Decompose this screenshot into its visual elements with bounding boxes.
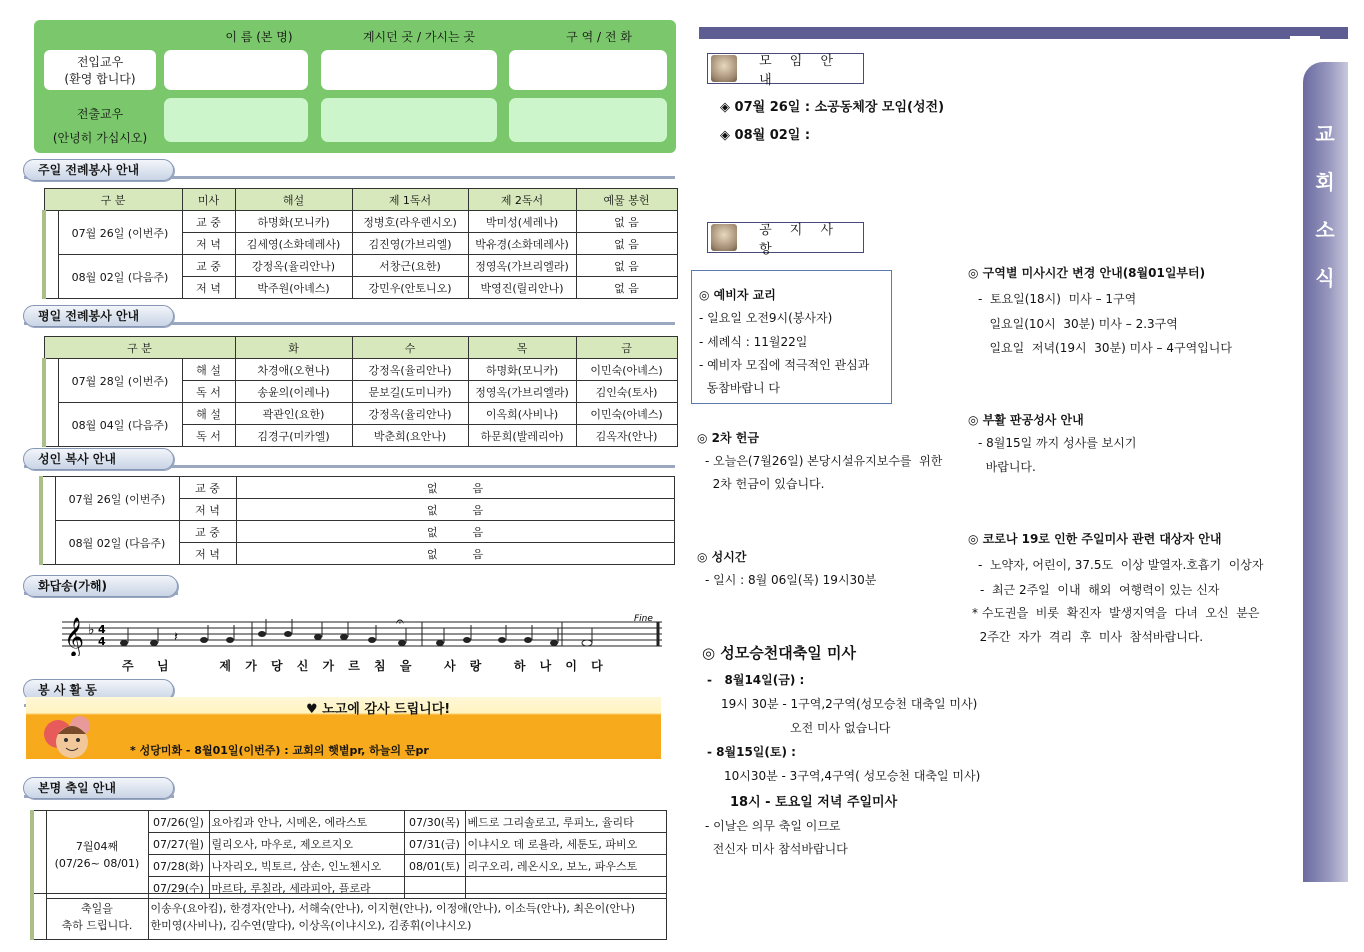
- date-cell: 08월 04일 (다음주): [58, 403, 182, 447]
- col-header: 미사: [182, 189, 235, 211]
- table-cell: 해 설: [182, 403, 235, 425]
- notes: [120, 631, 592, 646]
- table-row: [44, 255, 677, 277]
- table-cell: 08/01(토): [404, 855, 465, 877]
- names-line: 이송우(요아킴), 한경자(안나), 서해숙(안나), 이지현(안나), 이정애(안나), 이소득(안나), 최은이(안나): [150, 901, 636, 915]
- table-cell: 서창근(요한): [352, 255, 468, 277]
- mass-change-title: ◎ 구역별 미사시간 변경 안내(8월01일부터): [968, 266, 1206, 280]
- table-cell: 교 중: [179, 521, 236, 543]
- assumption-line: - 8월15일(토) :: [707, 745, 796, 759]
- side-band: [44, 211, 58, 299]
- table-cell: 독 서: [182, 381, 235, 403]
- sidebar-char: 회: [1315, 170, 1335, 194]
- table-cell: 김세영(소화데레사): [235, 233, 352, 255]
- catechumen-line: - 일요일 오전9시(봉사자): [699, 311, 833, 325]
- transfer-in-sub: (환영 합니다): [64, 72, 136, 86]
- volunteer-illustration: [40, 712, 104, 762]
- table-cell: 리구오리, 레온시오, 보노, 파우스토: [465, 855, 666, 877]
- flat-icon: ♭: [88, 622, 95, 638]
- confession-title: ◎ 부활 판공성사 안내: [968, 413, 1084, 427]
- heart-icon: ♥: [306, 702, 323, 717]
- transfer-out-zone-field[interactable]: [509, 98, 667, 142]
- date-cell: 07월 26일 (이번주): [55, 477, 179, 521]
- table-cell: 없 음: [236, 477, 674, 499]
- table-cell: 강정옥(율리안나): [235, 255, 352, 277]
- assumption-line: 18시 - 토요일 저녁 주일미사: [730, 795, 898, 810]
- portrait-icon: [711, 55, 737, 82]
- side-band: [32, 894, 46, 940]
- table-cell: 정영옥(가브리엘라): [468, 255, 576, 277]
- covid-line: * 수도권을 비롯 확진자 발생지역을 다녀 오신 분은: [972, 606, 1260, 620]
- table-cell: 김경구(미카엘): [235, 425, 352, 447]
- table-cell: 없 음: [576, 277, 677, 299]
- meeting-item: ◈ 08월 02일 :: [720, 128, 811, 143]
- table-cell: 김옥자(안나): [576, 425, 677, 447]
- table-cell: 07/31(금): [404, 833, 465, 855]
- song-lyrics: 주 님 제 가 당 신 가 르 침 을 사 랑 하 나 이 다: [122, 659, 608, 673]
- col-header: 목: [468, 337, 576, 359]
- table-cell: 정영옥(가브리엘라): [468, 381, 576, 403]
- response-song-title: 화답송(가해): [23, 575, 178, 597]
- week-cell: [46, 811, 148, 899]
- table-cell: 정병호(라우렌시오): [352, 211, 468, 233]
- catechumen-line: 동참바랍니 다: [699, 381, 780, 395]
- col-header: 구 분: [44, 189, 182, 211]
- names-line: 한미영(사비나), 김수연(말다), 이상옥(이냐시오), 김종휘(이냐시오): [150, 918, 472, 932]
- meeting-item: ◈ 07월 26일 : 소공동체장 모임(성전): [720, 100, 945, 115]
- table-cell: 해 설: [182, 359, 235, 381]
- congrats-line: 축일을: [81, 901, 113, 915]
- table-cell: 교 중: [182, 211, 235, 233]
- side-band: [44, 359, 58, 447]
- col-header: 금: [576, 337, 677, 359]
- assumption-line: 오전 미사 없습니다: [790, 721, 891, 735]
- table-cell: 곽관인(요한): [235, 403, 352, 425]
- reg-header-place: 계시던 곳 / 가시는 곳: [362, 30, 476, 44]
- table-cell: 김인숙(토사): [576, 381, 677, 403]
- table-cell: 문보길(도미니카): [352, 381, 468, 403]
- volunteer-title: 봉 사 활 동: [23, 679, 174, 701]
- portrait-icon: [711, 224, 737, 251]
- rest-icon: 𝄽: [174, 630, 178, 645]
- table-cell: 차경애(오현나): [235, 359, 352, 381]
- side-band: [32, 811, 46, 899]
- table-cell: 없 음: [576, 255, 677, 277]
- assumption-line: - 8월14일(금) :: [707, 673, 805, 687]
- assumption-line: 19시 30분 - 1구역,2구역(성모승천 대축일 미사): [721, 697, 978, 711]
- reg-header-zone: 구 역 / 전 화: [566, 30, 632, 44]
- transfer-in-title: 전입교우: [76, 55, 124, 69]
- transfer-in-label: [44, 50, 156, 90]
- sidebar-notch: [1290, 36, 1320, 62]
- weekday-service-title: 평일 전례봉사 안내: [23, 305, 174, 327]
- col-header: 수: [352, 337, 468, 359]
- fine-mark: Fine: [634, 614, 653, 624]
- table-cell: 저 녁: [179, 499, 236, 521]
- table-cell: 박영진(릴리안나): [468, 277, 576, 299]
- registration-panel: [34, 20, 676, 153]
- mass-change-line: 일요일 저녁(19시 30분) 미사 – 4구역입니다: [978, 341, 1232, 355]
- feast-title: 본명 축일 안내: [23, 777, 174, 799]
- notice-title: 공 지 사 항: [759, 222, 841, 257]
- table-cell: 없 음: [236, 543, 674, 565]
- fermata-icon: 𝄐: [396, 614, 404, 630]
- congrats-table: [30, 893, 667, 940]
- table-cell: 하명화(모니카): [235, 211, 352, 233]
- table-cell: 저 녁: [182, 277, 235, 299]
- transfer-out-title: 전출교우: [76, 107, 124, 121]
- date-cell: 08월 02일 (다음주): [55, 521, 179, 565]
- covid-line: - 최근 2주일 이내 해외 여행력이 있는 신자: [980, 583, 1220, 597]
- table-cell: 박춘희(요안나): [352, 425, 468, 447]
- covid-title: ◎ 코로나 19로 인한 주일미사 관련 대상자 안내: [968, 532, 1222, 546]
- table-cell: 박미성(세레나): [468, 211, 576, 233]
- table-cell: 독 서: [182, 425, 235, 447]
- col-header: 구 분: [44, 337, 235, 359]
- notice-header: [707, 222, 864, 257]
- transfer-out-place-field[interactable]: [321, 98, 497, 142]
- time-signature-bottom: 4: [98, 635, 106, 648]
- sidebar-char: 교: [1315, 122, 1335, 146]
- col-header: 제 1독서: [352, 189, 468, 211]
- confession-line: - 8월15일 까지 성사를 보시기: [978, 436, 1137, 450]
- date-cell: 07월 26일 (이번주): [58, 211, 182, 255]
- week-label: 7월04째: [75, 839, 119, 853]
- table-cell: 교 중: [179, 477, 236, 499]
- family-icon: [40, 712, 104, 762]
- table-row: [44, 211, 677, 233]
- treble-clef-icon: 𝄞: [64, 617, 85, 656]
- table-row: [32, 811, 666, 833]
- holy-hour-title: ◎ 성시간: [697, 550, 747, 564]
- congrats-names: [148, 894, 666, 940]
- covid-line: - 노약자, 어린이, 37.5도 이상 발열자.호흡기 이상자: [978, 558, 1264, 572]
- table-cell: 없 음: [576, 233, 677, 255]
- sunday-service-table: [42, 188, 678, 299]
- confession-line: 바랍니다.: [978, 460, 1036, 474]
- meeting-header: [707, 53, 864, 88]
- catechumen-line: - 예비자 모집에 적극적인 관심과: [699, 358, 870, 372]
- table-cell: 07/26(일): [148, 811, 209, 833]
- catechumen-title: ◎ 예비자 교리: [699, 288, 776, 302]
- table-cell: 하문희(발레리아): [468, 425, 576, 447]
- mass-change-line: 일요일(10시 30분) 미사 – 2.3구역: [978, 317, 1178, 331]
- col-header: 화: [235, 337, 352, 359]
- sunday-service-title: 주일 전례봉사 안내: [23, 159, 174, 181]
- table-row: [44, 403, 677, 425]
- table-cell: 이민숙(아녜스): [576, 359, 677, 381]
- table-cell: 교 중: [182, 255, 235, 277]
- table-row: [41, 521, 674, 543]
- top-bar: [699, 27, 1348, 39]
- collection-line: - 오늘은(7월26일) 본당시설유지보수를 위한: [705, 454, 943, 468]
- transfer-in-place-field[interactable]: [321, 50, 497, 90]
- table-cell: 강정옥(율리안나): [352, 403, 468, 425]
- col-header: 해설: [235, 189, 352, 211]
- table-cell: 07/30(목): [404, 811, 465, 833]
- volunteer-note: * 성당미화 - 8월01일(이번주) : 교회의 햇볕pr, 하늘의 문pr: [130, 744, 429, 757]
- table-cell: 박주원(아녜스): [235, 277, 352, 299]
- table-cell: 송윤의(이레나): [235, 381, 352, 403]
- sidebar-char: 식: [1315, 266, 1335, 290]
- table-row: [32, 894, 666, 940]
- table-cell: 저 녁: [179, 543, 236, 565]
- collection-line: 2차 헌금이 있습니다.: [705, 477, 825, 491]
- assumption-line: 전신자 미사 참석바랍니다: [705, 842, 848, 856]
- congrats-line: 축하 드립니다.: [61, 918, 133, 932]
- catechumen-line: - 세례식 : 11월22일: [699, 335, 808, 349]
- table-row: [41, 477, 674, 499]
- table-cell: 강민우(안토니오): [352, 277, 468, 299]
- transfer-out-label: [44, 102, 156, 150]
- altar-service-table: [39, 476, 675, 565]
- thanks-label: 노고에 감사 드립니다!: [322, 702, 451, 717]
- mass-change-line: - 토요일(18시) 미사 – 1구역: [978, 292, 1137, 306]
- table-cell: 나자리오, 빅토르, 삼손, 인노첸시오: [209, 855, 404, 877]
- feast-table: [30, 810, 667, 899]
- table-cell: 박유경(소화데레사): [468, 233, 576, 255]
- date-cell: 07월 28일 (이번주): [58, 359, 182, 403]
- transfer-in-zone-field[interactable]: [509, 50, 667, 90]
- holy-hour-line: - 일시 : 8월 06일(목) 19시30분: [705, 573, 877, 587]
- table-cell: 저 녁: [182, 233, 235, 255]
- transfer-in-name-field[interactable]: [164, 50, 308, 90]
- table-cell: 김진영(가브리엘): [352, 233, 468, 255]
- assumption-line: - 이날은 의무 축일 이므로: [705, 819, 841, 833]
- table-cell: 이민숙(아녜스): [576, 403, 677, 425]
- table-cell: 없 음: [236, 521, 674, 543]
- table-cell: 없 음: [576, 211, 677, 233]
- assumption-title: ◎ 성모승천대축일 미사: [702, 644, 856, 662]
- table-cell: 마르타, 루칠라, 세라피아, 플로라: [209, 877, 404, 899]
- table-cell: 이옥희(사비나): [468, 403, 576, 425]
- table-cell: 릴리오사, 마우로, 제오르지오: [209, 833, 404, 855]
- table-cell: 이냐시오 데 로욜라, 세툰도, 파비오: [465, 833, 666, 855]
- assumption-line: 10시30분 - 3구역,4구역( 성모승천 대축일 미사): [724, 769, 981, 783]
- time-signature-top: 4: [98, 623, 106, 636]
- table-cell: 요아킴과 안나, 시메온, 에라스토: [209, 811, 404, 833]
- table-cell: 하명화(모니카): [468, 359, 576, 381]
- covid-line: 2주간 자가 격리 후 미사 참석바랍니다.: [972, 630, 1204, 644]
- table-cell: 베드로 그리솔로고, 루피노, 율리타: [465, 811, 666, 833]
- week-range: (07/26~ 08/01): [54, 856, 140, 870]
- music-staff: [62, 612, 667, 656]
- table-cell: 강정옥(율리안나): [352, 359, 468, 381]
- congrats-label: [46, 894, 148, 940]
- collection-title: ◎ 2차 헌금: [697, 431, 759, 445]
- meeting-title: 모 임 안 내: [759, 53, 841, 88]
- sidebar-char: 소: [1315, 218, 1335, 242]
- thanks-text: [306, 698, 450, 717]
- table-cell: 07/27(월): [148, 833, 209, 855]
- table-cell: 07/28(화): [148, 855, 209, 877]
- transfer-out-name-field[interactable]: [164, 98, 308, 142]
- altar-service-title: 성인 복사 안내: [23, 448, 174, 470]
- date-cell: 08월 02일 (다음주): [58, 255, 182, 299]
- weekday-service-table: [42, 336, 678, 447]
- col-header: 예물 봉헌: [576, 189, 677, 211]
- col-header: 제 2독서: [468, 189, 576, 211]
- transfer-out-sub: (안녕히 가십시오): [52, 131, 148, 145]
- table-row: [44, 359, 677, 381]
- table-cell: 없 음: [236, 499, 674, 521]
- side-band: [41, 477, 55, 565]
- reg-header-name: 이 름 (본 명): [225, 30, 293, 44]
- table-cell: 07/29(수): [148, 877, 209, 899]
